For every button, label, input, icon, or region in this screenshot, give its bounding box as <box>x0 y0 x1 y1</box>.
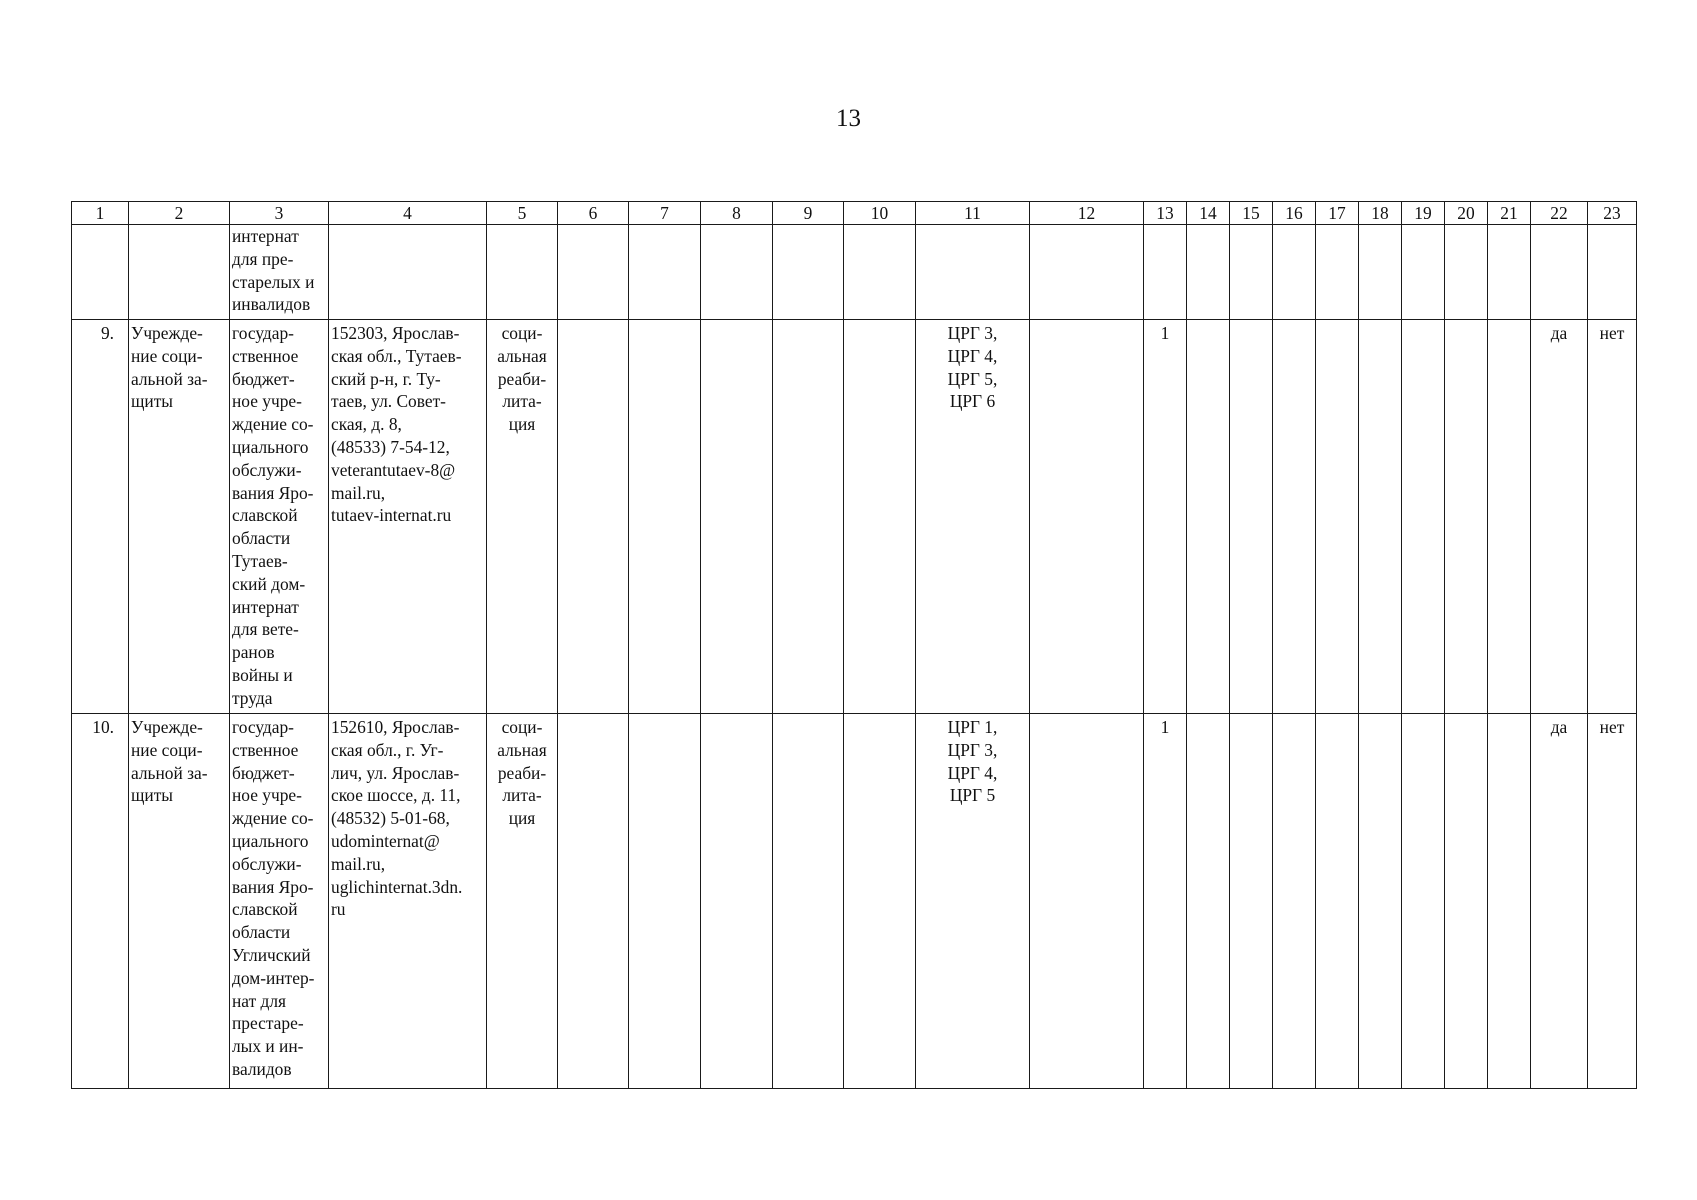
table-cell <box>1230 225 1273 320</box>
column-header: 22 <box>1531 202 1588 225</box>
table-cell <box>1187 320 1230 714</box>
table-cell <box>1030 320 1144 714</box>
table-cell <box>1531 225 1588 320</box>
column-header: 5 <box>487 202 558 225</box>
table-cell <box>773 225 844 320</box>
table-cell <box>1445 225 1488 320</box>
address-contacts-cell: 152303, Ярослав- ская обл., Тутаев- ский р-н, г. Ту- таев, ул. Совет- ская, д. 8, (48533) 7-54-12, veterantutaev-8@ mail.ru, tutaev-internat.ru <box>329 320 487 714</box>
column-22-value-cell: да <box>1531 714 1588 1089</box>
column-header: 19 <box>1402 202 1445 225</box>
column-header: 9 <box>773 202 844 225</box>
table-cell <box>629 714 701 1089</box>
table-cell <box>773 714 844 1089</box>
column-23-value-cell: нет <box>1588 714 1637 1089</box>
target-groups-cell: ЦРГ 1, ЦРГ 3, ЦРГ 4, ЦРГ 5 <box>916 714 1030 1089</box>
table-cell <box>558 320 629 714</box>
column-header: 21 <box>1488 202 1531 225</box>
table-cell <box>844 225 916 320</box>
column-number-header-row <box>72 202 1637 225</box>
service-type-cell: соци- альная реаби- лита- ция <box>487 714 558 1089</box>
table-cell <box>1402 714 1445 1089</box>
table-cell <box>1230 320 1273 714</box>
table-cell <box>1030 225 1144 320</box>
table-cell <box>1359 225 1402 320</box>
table-cell <box>1273 320 1316 714</box>
table-cell <box>558 225 629 320</box>
table-cell <box>558 714 629 1089</box>
table-cell <box>1359 320 1402 714</box>
table-row <box>72 714 1637 1089</box>
table-cell <box>844 714 916 1089</box>
institution-name-cell: государ- ственное бюджет- ное учре- ждение со- циального обслужи- вания Яро- славской области Угличский дом-интер- нат для престаре- лых и ин- валидов <box>230 714 329 1089</box>
table-cell <box>1144 225 1187 320</box>
column-header: 10 <box>844 202 916 225</box>
row-number-cell: 10. <box>72 714 129 1089</box>
table-cell <box>1488 225 1531 320</box>
table-cell <box>701 225 773 320</box>
table-cell <box>701 320 773 714</box>
table-cell <box>1030 714 1144 1089</box>
column-header: 2 <box>129 202 230 225</box>
institution-type-cell: Учрежде- ние соци- альной за- щиты <box>129 714 230 1089</box>
table-cell <box>1316 714 1359 1089</box>
table-cell <box>1359 714 1402 1089</box>
table-cell <box>1402 320 1445 714</box>
column-header: 15 <box>1230 202 1273 225</box>
table-row-continuation <box>72 225 1637 320</box>
column-header: 23 <box>1588 202 1637 225</box>
table-cell <box>701 714 773 1089</box>
service-type-cell: соци- альная реаби- лита- ция <box>487 320 558 714</box>
column-header: 8 <box>701 202 773 225</box>
table-cell <box>1273 225 1316 320</box>
column-header: 12 <box>1030 202 1144 225</box>
table-cell <box>1230 714 1273 1089</box>
institution-type-cell: Учрежде- ние соци- альной за- щиты <box>129 320 230 714</box>
column-header: 18 <box>1359 202 1402 225</box>
page-number: 13 <box>836 105 861 132</box>
column-header: 7 <box>629 202 701 225</box>
column-header: 11 <box>916 202 1030 225</box>
table-cell <box>1445 714 1488 1089</box>
table-cell <box>773 320 844 714</box>
table-row <box>72 320 1637 714</box>
table-cell <box>629 225 701 320</box>
column-13-value-cell: 1 <box>1144 320 1187 714</box>
table-cell <box>129 225 230 320</box>
table-cell <box>1488 320 1531 714</box>
table-cell <box>1316 320 1359 714</box>
column-header: 4 <box>329 202 487 225</box>
institution-name-cell: государ- ственное бюджет- ное учре- ждение со- циального обслужи- вания Яро- славской области Тутаев- ский дом- интернат для вете- ранов войны и труда <box>230 320 329 714</box>
table-cell <box>1316 225 1359 320</box>
table-cell <box>487 225 558 320</box>
table-cell <box>1445 320 1488 714</box>
column-header: 13 <box>1144 202 1187 225</box>
table-cell <box>72 225 129 320</box>
column-13-value-cell: 1 <box>1144 714 1187 1089</box>
column-23-value-cell: нет <box>1588 320 1637 714</box>
column-22-value-cell: да <box>1531 320 1588 714</box>
table-cell <box>329 225 487 320</box>
table-cell <box>1488 714 1531 1089</box>
column-header: 3 <box>230 202 329 225</box>
table-cell <box>844 320 916 714</box>
table-cell <box>1187 714 1230 1089</box>
row-number-cell: 9. <box>72 320 129 714</box>
table-cell <box>1273 714 1316 1089</box>
facilities-table <box>71 201 1637 1089</box>
column-header: 1 <box>72 202 129 225</box>
target-groups-cell: ЦРГ 3, ЦРГ 4, ЦРГ 5, ЦРГ 6 <box>916 320 1030 714</box>
institution-name-cell: интернат для пре- старелых и инвалидов <box>230 225 329 320</box>
table-cell <box>629 320 701 714</box>
table-cell <box>1588 225 1637 320</box>
column-header: 16 <box>1273 202 1316 225</box>
column-header: 20 <box>1445 202 1488 225</box>
column-header: 14 <box>1187 202 1230 225</box>
address-contacts-cell: 152610, Ярослав- ская обл., г. Уг- лич, ул. Ярослав- ское шоссе, д. 11, (48532) 5-01-68, udominternat@ mail.ru, uglichinternat.3dn. ru <box>329 714 487 1089</box>
column-header: 17 <box>1316 202 1359 225</box>
column-header: 6 <box>558 202 629 225</box>
table-cell <box>916 225 1030 320</box>
table-cell <box>1402 225 1445 320</box>
table-cell <box>1187 225 1230 320</box>
